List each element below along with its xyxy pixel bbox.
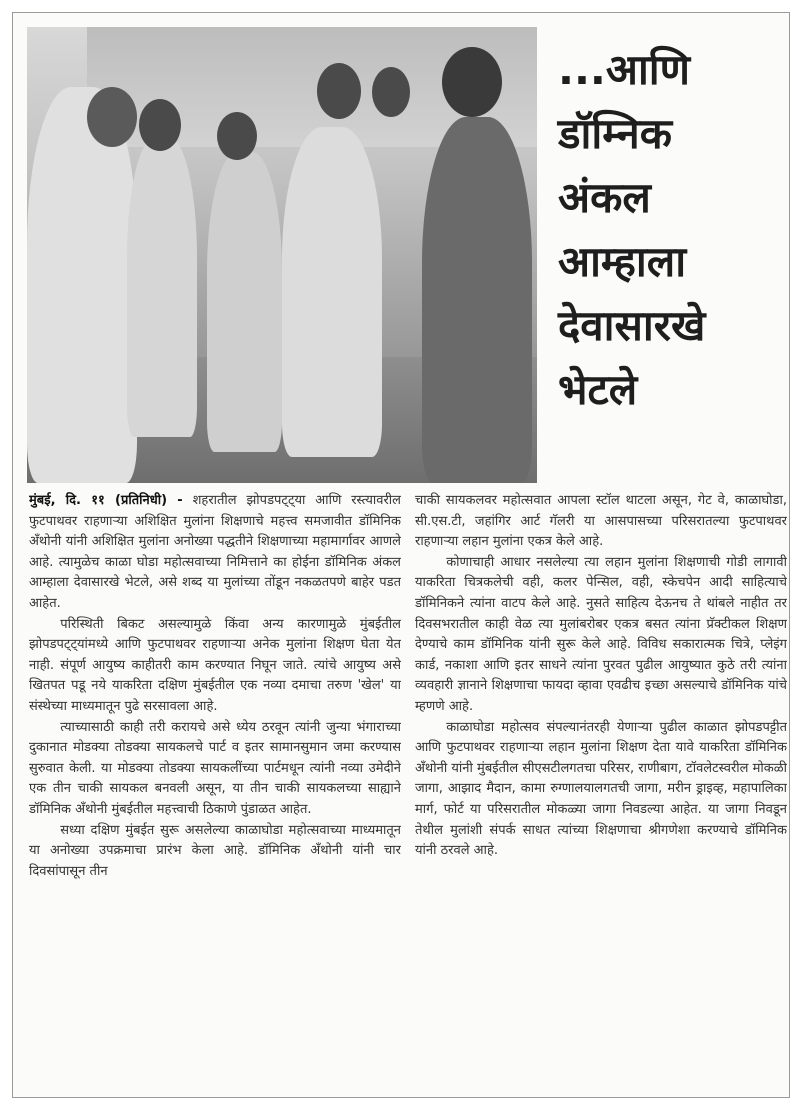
headline-line: देवासारखे xyxy=(558,301,706,350)
photo-person xyxy=(27,87,137,483)
article-paragraph: कोणाचाही आधार नसलेल्या त्या लहान मुलांना शिक्षणाची गोडी लागावी याकरिता चित्रकलेची वही, कलर पेन्सिल, वही, स्केचपेन आदी साहित्याचे डॉमिनिकने त्यांना वाटप केले आहे. नुसते साहित्य देऊनच ते थांबले नाहीत तर दिवसभरातील काही वेळ त्या मुलांबरोबर एकत्र बसत त्यांना प्रॅक्टीकल शिक्षण देण्याचे काम डॉमिनिक यांनी सुरू केले आहे. विविध सकारात्मक चित्रे, प्लेइंग कार्ड, नकाशा आणि इतर साधने त्यांना पुरवत पुढील आयुष्यात कुठे तरी त्यांना व्यवहारी ज्ञानाने शिक्षणाचा फायदा व्हावा एवढीच इच्छा असल्याचे डॉमिनिक यांचे म्हणणे आहे. xyxy=(415,554,787,714)
photo-head xyxy=(139,99,181,151)
headline-line: भेटले xyxy=(558,365,638,414)
paragraph-text: शहरातील झोपडपट्ट्या आणि रस्त्यावरील फुटपाथवर राहणाऱ्या अशिक्षित मुलांना शिक्षणाचे महत्त्व समजावीत डॉमिनिक अँथोनी यांनी अशिक्षित मुलांना अनोख्या पद्धतीने शिक्षणाच्या महामार्गावर आणले आहे. त्यामुळेच काळा घोडा महोत्सवाच्या निमित्ताने का होईना डॉमिनिक अंकल आम्हाला देवासारखे भेटले, असे शब्द या मुलांच्या तोंडून नकळतपणे बाहेर पडत आहेत. xyxy=(29,493,401,611)
photo-head xyxy=(442,47,502,117)
photo-head xyxy=(317,63,361,119)
article-paragraph: सध्या दक्षिण मुंबईत सुरू असलेल्या काळाघोडा महोत्सवाच्या माध्यमातून या अनोख्या उपक्रमाचा प्रारंभ केला आहे. डॉमिनिक अँथोनी यांनी चार दिवसांपासून तीन xyxy=(29,822,401,879)
photo-person xyxy=(282,127,382,457)
photo-head xyxy=(372,67,410,117)
article-paragraph xyxy=(29,491,401,615)
headline-line: डॉम्निक xyxy=(558,109,672,158)
article-paragraph: चाकी सायकलवर महोत्सवात आपला स्टॉल थाटला असून, गेट वे, काळाघोडा, सी.एस.टी, जहांगिर आर्ट गॅलरी या आसपासच्या परिसरातल्या फुटपाथवर राहणाऱ्या लहान मुलांना एकत्र केले आहे. xyxy=(415,493,787,550)
photo-person xyxy=(207,152,282,452)
headline-line: अंकल xyxy=(558,173,651,222)
photo-person xyxy=(127,137,197,437)
article-paragraph: काळाघोडा महोत्सव संपल्यानंतरही येणाऱ्या पुढील काळात झोपडपट्टीत आणि फुटपाथवर राहणाऱ्या लहान मुलांना शिक्षण देता यावे याकरिता डॉमिनिक अँथोनी यांनी मुंबईतील सीएसटीलगतचा परिसर, राणीबाग, टॉवलेटस्वरील मोकळी जागा, आझाद मैदान, कामा रुग्णालयालगतची जागा, मरीन ड्राइव्ह, महापालिका मार्ग, फोर्ट या परिसरातील मोकळ्या जागा निवडल्या आहेत. या जागा निवडून तेथील मुलांशी संपर्क साधत त्यांच्या शिक्षणाचा श्रीगणेशा करण्याचे डॉमिनिक यांनी ठरवले आहे. xyxy=(415,719,787,859)
article-paragraph: परिस्थिती बिकट असल्यामुळे किंवा अन्य कारणामुळे मुंबईतील झोपडपट्ट्यांमध्ये आणि फुटपाथवर राहणाऱ्या अनेक मुलांना शिक्षण घेता येत नाही. संपूर्ण आयुष्य काहीतरी काम करण्यात निघून जाते. त्यांचे आयुष्य असे खितपत पडू नये याकरिता दक्षिण मुंबईतील एक नव्या दमाचा तरुण 'खेल' या संस्थेच्या माध्यमातून पुढे सरसावला आहे. xyxy=(29,616,401,714)
headline xyxy=(558,38,778,422)
article-column-left xyxy=(29,491,401,1081)
headline-line: ...आणि xyxy=(558,45,691,94)
news-photo xyxy=(27,27,537,483)
photo-head xyxy=(87,87,137,147)
headline-line: आम्हाला xyxy=(558,237,687,286)
newspaper-clipping xyxy=(12,12,790,1098)
photo-person xyxy=(422,117,532,483)
photo-head xyxy=(217,112,257,160)
article-column-right xyxy=(415,491,787,1081)
dateline: मुंबई, दि. ११ (प्रतिनिधी) - xyxy=(29,493,183,508)
article-paragraph: त्याच्यासाठी काही तरी करायचे असे ध्येय ठरवून त्यांनी जुन्या भंगाराच्या दुकानात मोडक्या तोडक्या सायकलचे पार्ट व इतर सामानसुमान जमा करण्यास सुरुवात केली. या मोडक्या तोडक्या सायकलींच्या पार्टमधून त्यांनी नव्या उमेदीने एक तीन चाकी सायकल बनवली असून, या तीन चाकी सायकलच्या साह्याने डॉमिनिक अँथोनी मुंबईतील महत्त्वाची ठिकाणे पुंडाळत आहेत. xyxy=(29,719,401,817)
